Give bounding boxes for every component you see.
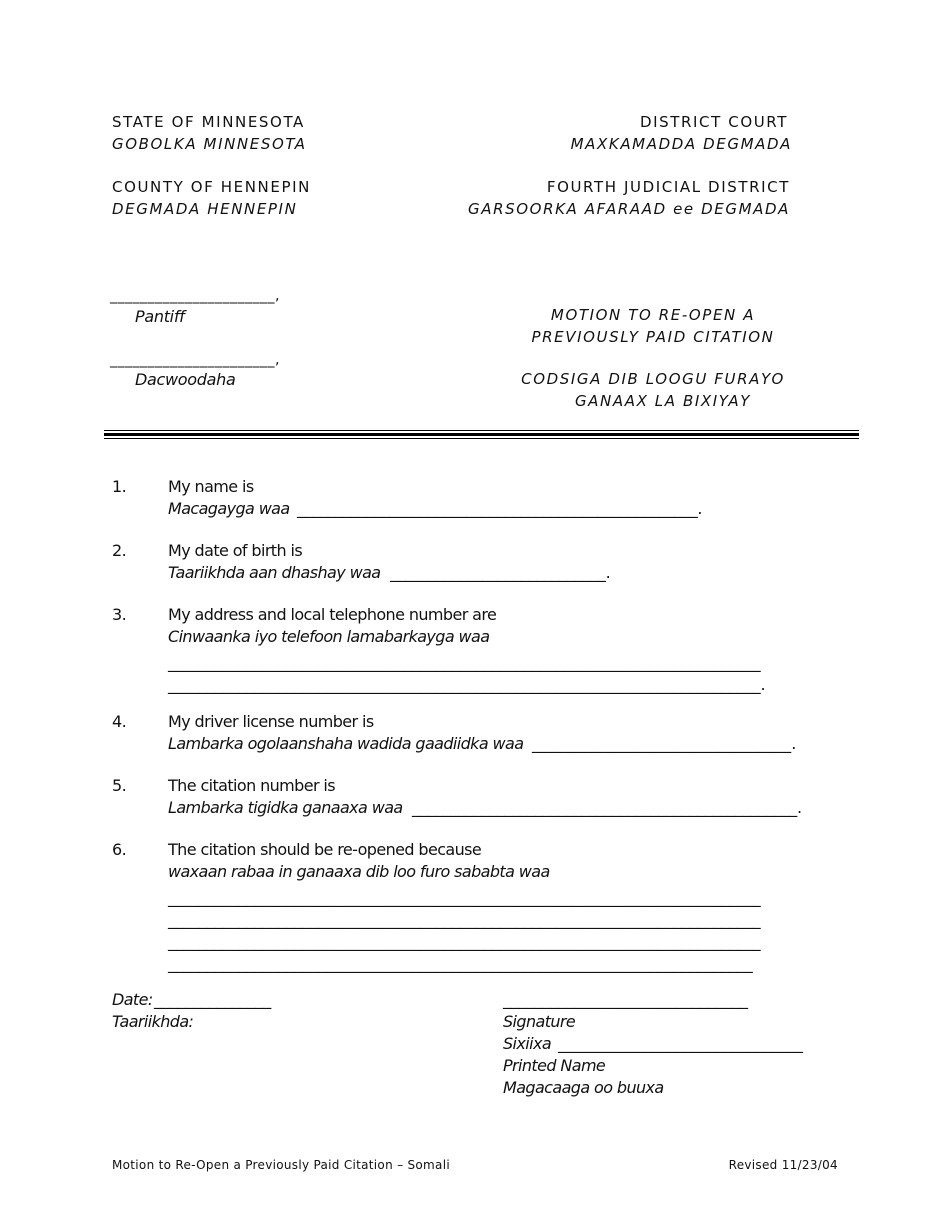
name-field[interactable]: ____________________________________________________. xyxy=(297,499,703,518)
address-field-line-1[interactable]: ___________________________________________________________________________ xyxy=(168,653,761,672)
plaintiff-label: Pantiff xyxy=(135,307,185,326)
item-2-label: My date of birth is xyxy=(168,541,303,560)
item-1-label-somali: Macagayga waa xyxy=(168,499,290,518)
item-number: 3. xyxy=(112,605,127,624)
item-5-label: The citation number is xyxy=(168,776,336,795)
motion-title-line-2: PREVIOUSLY PAID CITATION xyxy=(531,328,775,346)
printed-name-label: Printed Name xyxy=(503,1056,606,1075)
item-4-label-somali: Lambarka ogolaanshaha wadida gaadiidka waa xyxy=(168,734,524,753)
item-2-label-somali: Taariikhda aan dhashay waa xyxy=(168,563,381,582)
state-title: STATE OF MINNESOTA xyxy=(112,113,305,131)
plaintiff-name-field[interactable]: ______________________, xyxy=(110,288,280,304)
motion-title-line-1: MOTION TO RE-OPEN A xyxy=(550,306,756,324)
motion-title-somali-line-2: GANAAX LA BIXIYAY xyxy=(574,392,752,410)
item-1-label: My name is xyxy=(168,477,254,496)
item-number: 6. xyxy=(112,840,127,859)
signature-label-somali: Sixiixa xyxy=(503,1034,552,1053)
item-3-label-somali: Cinwaanka iyo telefoon lamabarkayga waa xyxy=(168,627,490,646)
court-title: DISTRICT COURT xyxy=(639,113,788,131)
citation-number-field[interactable]: __________________________________________________. xyxy=(412,798,802,817)
item-number: 4. xyxy=(112,712,127,731)
district-title: FOURTH JUDICIAL DISTRICT xyxy=(546,178,790,196)
printed-name-label-somali: Magacaaga oo buuxa xyxy=(503,1078,664,1097)
item-3-label: My address and local telephone number are xyxy=(168,605,497,624)
item-6-label: The citation should be re-opened because xyxy=(168,840,482,859)
signature-field[interactable]: _______________________________ xyxy=(503,990,748,1009)
defendant-name-field[interactable]: ______________________, xyxy=(110,352,280,368)
reason-field-line-2[interactable]: ___________________________________________________________________________ xyxy=(168,910,761,929)
header-divider xyxy=(104,430,859,439)
footer-revision-date: Revised 11/23/04 xyxy=(728,1158,838,1172)
item-number: 5. xyxy=(112,776,127,795)
date-of-birth-field[interactable]: ____________________________. xyxy=(390,563,611,582)
date-label: Date: xyxy=(112,990,153,1009)
county-title: COUNTY OF HENNEPIN xyxy=(112,178,311,196)
court-title-somali: MAXKAMADDA DEGMADA xyxy=(570,135,792,153)
item-number: 1. xyxy=(112,477,127,496)
driver-license-field[interactable]: ________________________________. xyxy=(532,734,797,753)
defendant-label: Dacwoodaha xyxy=(135,370,236,389)
footer-form-title: Motion to Re-Open a Previously Paid Citation – Somali xyxy=(112,1158,450,1172)
reason-field-line-3[interactable]: ___________________________________________________________________________ xyxy=(168,932,761,951)
address-field-line-2[interactable]: ___________________________________________________________________________. xyxy=(168,675,766,694)
county-title-somali: DEGMADA HENNEPIN xyxy=(112,200,298,218)
district-title-somali: GARSOORKA AFARAAD ee DEGMADA xyxy=(468,200,790,218)
item-6-label-somali: waxaan rabaa in ganaaxa dib loo furo sababta waa xyxy=(168,862,550,881)
item-4-label: My driver license number is xyxy=(168,712,374,731)
printed-name-field[interactable]: _______________________________ xyxy=(558,1034,803,1053)
date-label-somali: Taariikhda: xyxy=(112,1012,194,1031)
reason-field-line-4[interactable]: __________________________________________________________________________ xyxy=(168,954,753,973)
item-number: 2. xyxy=(112,541,127,560)
reason-field-line-1[interactable]: ___________________________________________________________________________ xyxy=(168,888,761,907)
date-field[interactable]: _______________ xyxy=(154,990,272,1009)
state-title-somali: GOBOLKA MINNESOTA xyxy=(112,135,307,153)
item-5-label-somali: Lambarka tigidka ganaaxa waa xyxy=(168,798,403,817)
signature-label: Signature xyxy=(503,1012,576,1031)
motion-title-somali-line-1: CODSIGA DIB LOOGU FURAYO xyxy=(521,370,785,388)
